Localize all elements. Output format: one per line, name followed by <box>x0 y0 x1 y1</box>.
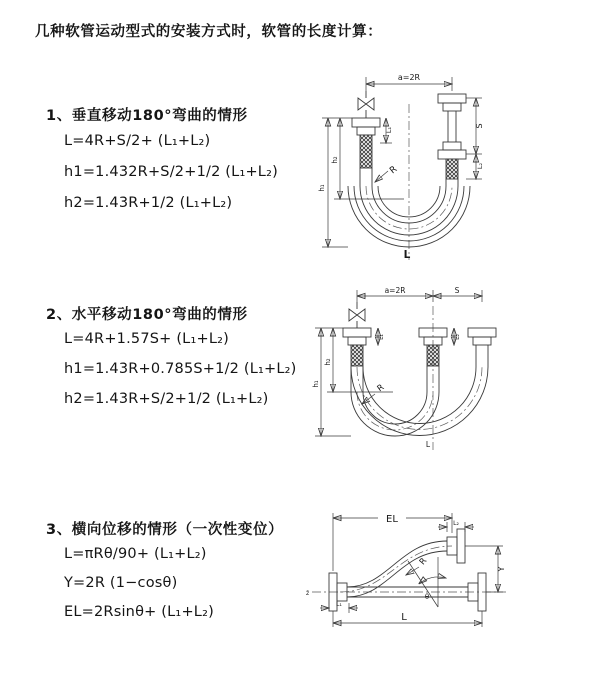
section-1-formula-L: L=4R+S/2+ (L₁+L₂) <box>64 133 211 149</box>
dim-a2r <box>357 286 433 302</box>
centerline-mark: z̄ <box>306 590 310 597</box>
section-2-formula-h1: h1=1.43R+0.785S+1/2 (L₁+L₂) <box>64 361 297 377</box>
dim-h1 <box>312 328 351 436</box>
dim-l2 <box>438 520 474 532</box>
dim-l1 <box>378 328 385 345</box>
section-3-formula-EL: EL=2Rsinθ+ (L₁+L₂) <box>64 604 214 620</box>
hose-s-curve <box>340 541 452 597</box>
dim-label-h2: h₂ <box>324 358 332 366</box>
dim-label-y: Y <box>497 566 506 572</box>
radius-label: R <box>388 164 400 177</box>
dim-l <box>333 611 482 627</box>
dim-label-l: L <box>401 612 407 623</box>
dim-label-h2: h₂ <box>331 156 339 164</box>
section-3-formula-Y: Y=2R (1−cosθ) <box>64 575 178 591</box>
left-pipe <box>343 328 371 392</box>
dim-s <box>433 286 482 302</box>
dim-label-s: S <box>454 286 460 295</box>
dim-label-a2r: a=2R <box>384 286 406 295</box>
dim-l2 <box>466 154 484 179</box>
section-3-formula-L: L=πRθ/90+ (L₁+L₂) <box>64 546 207 562</box>
section-2-formula-h2: h2=1.43R+S/2+1/2 (L₁+L₂) <box>64 391 269 407</box>
hose-u-bend-shifted <box>351 367 488 436</box>
radius-label: R <box>417 556 430 568</box>
section-1-heading: 1、垂直移动180°弯曲的情形 <box>46 108 248 124</box>
dim-label-el: EL <box>386 514 398 525</box>
section-3-heading: 3、横向位移的情形（一次性变位） <box>46 522 284 538</box>
section-1-formula-h2: h2=1.43R+1/2 (L₁+L₂) <box>64 195 233 211</box>
dim-label-s: S <box>475 123 484 129</box>
length-label: L <box>403 249 411 261</box>
left-pipe <box>352 118 380 186</box>
dim-h1 <box>318 118 352 247</box>
dim-l2 <box>454 328 461 345</box>
dim-label-l2: L₂ <box>476 162 484 170</box>
valve-icon <box>358 91 374 118</box>
diagram-lateral-displacement <box>300 505 515 645</box>
dim-l1 <box>320 601 358 613</box>
angle-label: θ <box>424 593 430 601</box>
radius-callout <box>406 556 429 575</box>
dim-label-l1: L₁ <box>378 334 385 340</box>
dim-label-a2r: a=2R <box>397 73 421 82</box>
length-label: L <box>425 440 431 449</box>
right-pipe <box>468 328 496 367</box>
section-1-formula-h1: h1=1.432R+S/2+1/2 (L₁+L₂) <box>64 164 278 180</box>
diagram-vertical-bend <box>308 68 588 263</box>
right-pipe <box>438 94 466 186</box>
section-2-formula-L: L=4R+1.57S+ (L₁+L₂) <box>64 331 229 347</box>
dim-label-h1: h₁ <box>318 184 326 192</box>
radius-callout <box>375 165 399 182</box>
dim-l1 <box>380 118 393 143</box>
dim-label-l1: L₁ <box>336 601 342 608</box>
dim-label-l1: L₁ <box>385 126 393 134</box>
dim-a2r <box>366 73 452 91</box>
page-title: 几种软管运动型式的安装方式时，软管的长度计算： <box>35 24 383 40</box>
dim-s <box>466 98 484 154</box>
section-2-heading: 2、水平移动180°弯曲的情形 <box>46 307 248 323</box>
dim-label-l2: L₂ <box>453 520 459 527</box>
radius-label: R <box>375 382 387 395</box>
valve-icon <box>349 302 365 328</box>
diagram-horizontal-bend <box>305 282 595 457</box>
dim-label-h1: h₁ <box>312 380 320 388</box>
dim-label-l2: L₂ <box>454 334 461 340</box>
dim-y <box>465 546 506 592</box>
